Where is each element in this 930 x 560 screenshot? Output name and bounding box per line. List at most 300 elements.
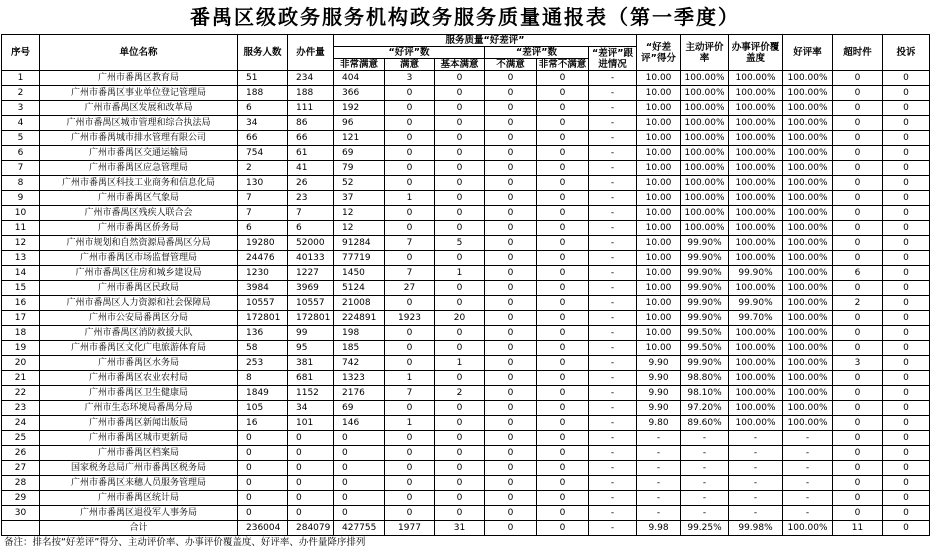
cell-overtime: 0 xyxy=(833,251,883,266)
cell-unsatisfied: 0 xyxy=(485,176,537,191)
cell-service-people: 10557 xyxy=(238,296,288,311)
cell-service-people: 0 xyxy=(238,506,288,521)
cell-active-rate: 99.90% xyxy=(681,281,729,296)
cell-very-unsatisfied: 0 xyxy=(537,281,589,296)
cell-very-satisfied: 1450 xyxy=(334,266,385,281)
cell-score: 9.90 xyxy=(637,356,681,371)
header-service-people: 服务人数 xyxy=(238,35,288,71)
cell-active-rate: 98.80% xyxy=(681,371,729,386)
cell-bad-followup: - xyxy=(589,116,637,131)
cell-overtime: 0 xyxy=(833,491,883,506)
table-body xyxy=(2,71,930,536)
header-overtime: 超时件 xyxy=(833,35,883,71)
cell-very-satisfied: 91284 xyxy=(334,236,385,251)
cell-service-people: 8 xyxy=(238,371,288,386)
cell-seq: 5 xyxy=(2,131,40,146)
cell-service-people: 7 xyxy=(238,206,288,221)
cell-very-unsatisfied: 0 xyxy=(537,401,589,416)
cell-overtime: 0 xyxy=(833,476,883,491)
table-row xyxy=(2,446,930,461)
cell-very-unsatisfied: 0 xyxy=(537,431,589,446)
table-row xyxy=(2,461,930,476)
cell-very-unsatisfied: 0 xyxy=(537,521,589,536)
cell-good-rate: 100.00% xyxy=(783,386,833,401)
cell-service-people: 6 xyxy=(238,101,288,116)
cell-service-people: 0 xyxy=(238,491,288,506)
cell-basic-satisfied: 0 xyxy=(435,326,485,341)
cell-overtime: 0 xyxy=(833,431,883,446)
cell-seq xyxy=(2,521,40,536)
cell-seq: 13 xyxy=(2,251,40,266)
cell-active-rate: 99.50% xyxy=(681,341,729,356)
cell-complaints: 0 xyxy=(883,191,930,206)
cell-coverage: 100.00% xyxy=(729,251,783,266)
cell-complaints: 0 xyxy=(883,281,930,296)
cell-service-people: 19280 xyxy=(238,236,288,251)
cell-complaints: 0 xyxy=(883,311,930,326)
cell-cases: 26 xyxy=(288,176,334,191)
cell-score: 9.80 xyxy=(637,416,681,431)
cell-good-rate: 100.00% xyxy=(783,116,833,131)
cell-cases: 172801 xyxy=(288,311,334,326)
cell-service-people: 6 xyxy=(238,221,288,236)
cell-unit-name: 广州市番禺区侨务局 xyxy=(40,221,238,236)
cell-unsatisfied: 0 xyxy=(485,101,537,116)
cell-bad-followup: - xyxy=(589,281,637,296)
cell-very-satisfied: 0 xyxy=(334,431,385,446)
cell-coverage: 100.00% xyxy=(729,146,783,161)
table-row xyxy=(2,266,930,281)
cell-score: 9.90 xyxy=(637,386,681,401)
cell-unsatisfied: 0 xyxy=(485,491,537,506)
cell-unit-name: 广州市番禺区民政局 xyxy=(40,281,238,296)
cell-good-rate: 100.00% xyxy=(783,521,833,536)
cell-seq: 20 xyxy=(2,356,40,371)
cell-bad-followup: - xyxy=(589,386,637,401)
cell-unsatisfied: 0 xyxy=(485,71,537,86)
cell-good-rate: 100.00% xyxy=(783,161,833,176)
cell-overtime: 0 xyxy=(833,311,883,326)
cell-unit-name: 合计 xyxy=(40,521,238,536)
cell-unit-name: 广州市番禺区应急管理局 xyxy=(40,161,238,176)
cell-active-rate: 99.90% xyxy=(681,296,729,311)
cell-bad-followup: - xyxy=(589,506,637,521)
cell-coverage: 99.98% xyxy=(729,521,783,536)
cell-unit-name: 广州市番禺区退役军人事务局 xyxy=(40,506,238,521)
cell-seq: 7 xyxy=(2,161,40,176)
cell-score: - xyxy=(637,461,681,476)
cell-good-rate: 100.00% xyxy=(783,356,833,371)
cell-bad-followup: - xyxy=(589,491,637,506)
cell-seq: 8 xyxy=(2,176,40,191)
header-quality: 服务质量“好差评” xyxy=(334,35,637,47)
cell-service-people: 51 xyxy=(238,71,288,86)
cell-score: 10.00 xyxy=(637,191,681,206)
cell-cases: 284079 xyxy=(288,521,334,536)
cell-seq: 22 xyxy=(2,386,40,401)
cell-unsatisfied: 0 xyxy=(485,191,537,206)
cell-bad-followup: - xyxy=(589,446,637,461)
cell-bad-followup: - xyxy=(589,131,637,146)
cell-coverage: - xyxy=(729,446,783,461)
cell-unit-name: 广州市番禺区统计局 xyxy=(40,491,238,506)
cell-bad-followup: - xyxy=(589,311,637,326)
cell-satisfied: 0 xyxy=(385,476,435,491)
header-bad-followup: “差评”跟进情况 xyxy=(589,47,637,71)
cell-complaints: 0 xyxy=(883,296,930,311)
table-row xyxy=(2,161,930,176)
cell-very-satisfied: 77719 xyxy=(334,251,385,266)
cell-service-people: 3984 xyxy=(238,281,288,296)
cell-satisfied: 0 xyxy=(385,146,435,161)
cell-bad-followup: - xyxy=(589,221,637,236)
cell-coverage: 100.00% xyxy=(729,191,783,206)
cell-very-satisfied: 69 xyxy=(334,146,385,161)
table-row xyxy=(2,341,930,356)
cell-very-unsatisfied: 0 xyxy=(537,461,589,476)
cell-score: 9.98 xyxy=(637,521,681,536)
cell-complaints: 0 xyxy=(883,236,930,251)
table-row xyxy=(2,506,930,521)
cell-complaints: 0 xyxy=(883,506,930,521)
cell-very-satisfied: 0 xyxy=(334,461,385,476)
cell-unsatisfied: 0 xyxy=(485,326,537,341)
cell-complaints: 0 xyxy=(883,266,930,281)
cell-score: - xyxy=(637,491,681,506)
cell-overtime: 2 xyxy=(833,296,883,311)
cell-service-people: 172801 xyxy=(238,311,288,326)
cell-satisfied: 1 xyxy=(385,191,435,206)
cell-active-rate: - xyxy=(681,506,729,521)
cell-unit-name: 广州市生态环境局番禺分局 xyxy=(40,401,238,416)
cell-basic-satisfied: 0 xyxy=(435,461,485,476)
cell-score: 9.90 xyxy=(637,401,681,416)
cell-bad-followup: - xyxy=(589,146,637,161)
cell-score: - xyxy=(637,431,681,446)
table-row xyxy=(2,86,930,101)
cell-active-rate: 99.90% xyxy=(681,266,729,281)
cell-very-satisfied: 742 xyxy=(334,356,385,371)
cell-complaints: 0 xyxy=(883,521,930,536)
cell-basic-satisfied: 0 xyxy=(435,506,485,521)
cell-service-people: 66 xyxy=(238,131,288,146)
table-row xyxy=(2,281,930,296)
cell-bad-followup: - xyxy=(589,176,637,191)
cell-unsatisfied: 0 xyxy=(485,236,537,251)
cell-satisfied: 0 xyxy=(385,296,435,311)
cell-very-satisfied: 12 xyxy=(334,206,385,221)
cell-complaints: 0 xyxy=(883,401,930,416)
cell-overtime: 0 xyxy=(833,161,883,176)
cell-basic-satisfied: 1 xyxy=(435,266,485,281)
cell-very-unsatisfied: 0 xyxy=(537,161,589,176)
header-good-group: “好评”数 xyxy=(334,47,485,59)
cell-satisfied: 0 xyxy=(385,326,435,341)
cell-very-unsatisfied: 0 xyxy=(537,236,589,251)
cell-score: - xyxy=(637,506,681,521)
cell-seq: 27 xyxy=(2,461,40,476)
cell-active-rate: 99.90% xyxy=(681,356,729,371)
cell-coverage: 99.90% xyxy=(729,296,783,311)
cell-bad-followup: - xyxy=(589,296,637,311)
table-row xyxy=(2,251,930,266)
cell-seq: 17 xyxy=(2,311,40,326)
cell-coverage: 100.00% xyxy=(729,416,783,431)
cell-good-rate: 100.00% xyxy=(783,101,833,116)
cell-satisfied: 0 xyxy=(385,176,435,191)
cell-coverage: 100.00% xyxy=(729,206,783,221)
cell-overtime: 0 xyxy=(833,146,883,161)
cell-bad-followup: - xyxy=(589,236,637,251)
cell-satisfied: 1 xyxy=(385,416,435,431)
cell-very-satisfied: 366 xyxy=(334,86,385,101)
cell-seq: 16 xyxy=(2,296,40,311)
cell-basic-satisfied: 0 xyxy=(435,116,485,131)
header-very-satisfied: 非常满意 xyxy=(334,59,385,71)
cell-very-unsatisfied: 0 xyxy=(537,116,589,131)
cell-score: 10.00 xyxy=(637,251,681,266)
cell-complaints: 0 xyxy=(883,386,930,401)
cell-overtime: 0 xyxy=(833,116,883,131)
cell-score: 10.00 xyxy=(637,101,681,116)
cell-complaints: 0 xyxy=(883,221,930,236)
cell-very-unsatisfied: 0 xyxy=(537,356,589,371)
cell-very-satisfied: 69 xyxy=(334,401,385,416)
cell-overtime: 0 xyxy=(833,191,883,206)
cell-overtime: 0 xyxy=(833,176,883,191)
cell-bad-followup: - xyxy=(589,521,637,536)
cell-good-rate: 100.00% xyxy=(783,236,833,251)
cell-unsatisfied: 0 xyxy=(485,86,537,101)
cell-unit-name: 广州市番禺区档案局 xyxy=(40,446,238,461)
cell-very-unsatisfied: 0 xyxy=(537,371,589,386)
cell-seq: 29 xyxy=(2,491,40,506)
cell-unsatisfied: 0 xyxy=(485,221,537,236)
cell-bad-followup: - xyxy=(589,326,637,341)
cell-coverage: 100.00% xyxy=(729,341,783,356)
cell-basic-satisfied: 0 xyxy=(435,371,485,386)
cell-seq: 11 xyxy=(2,221,40,236)
cell-complaints: 0 xyxy=(883,116,930,131)
cell-cases: 188 xyxy=(288,86,334,101)
cell-unit-name: 广州市番禺区交通运输局 xyxy=(40,146,238,161)
cell-service-people: 0 xyxy=(238,461,288,476)
cell-cases: 1152 xyxy=(288,386,334,401)
cell-cases: 86 xyxy=(288,116,334,131)
cell-active-rate: 100.00% xyxy=(681,206,729,221)
cell-good-rate: 100.00% xyxy=(783,176,833,191)
total-row xyxy=(2,521,930,536)
cell-score: 10.00 xyxy=(637,221,681,236)
cell-service-people: 34 xyxy=(238,116,288,131)
cell-satisfied: 0 xyxy=(385,86,435,101)
cell-complaints: 0 xyxy=(883,431,930,446)
cell-good-rate: 100.00% xyxy=(783,251,833,266)
cell-service-people: 1230 xyxy=(238,266,288,281)
cell-service-people: 1849 xyxy=(238,386,288,401)
cell-active-rate: 100.00% xyxy=(681,176,729,191)
cell-unsatisfied: 0 xyxy=(485,161,537,176)
cell-unit-name: 广州市番禺区文化广电旅游体育局 xyxy=(40,341,238,356)
cell-complaints: 0 xyxy=(883,371,930,386)
cell-active-rate: 97.20% xyxy=(681,401,729,416)
header-complaints: 投诉 xyxy=(883,35,930,71)
cell-unsatisfied: 0 xyxy=(485,431,537,446)
cell-very-unsatisfied: 0 xyxy=(537,491,589,506)
cell-good-rate: 100.00% xyxy=(783,371,833,386)
cell-very-unsatisfied: 0 xyxy=(537,311,589,326)
cell-coverage: - xyxy=(729,461,783,476)
cell-overtime: 0 xyxy=(833,236,883,251)
cell-unit-name: 广州市番禺区气象局 xyxy=(40,191,238,206)
cell-overtime: 0 xyxy=(833,446,883,461)
cell-active-rate: - xyxy=(681,491,729,506)
cell-complaints: 0 xyxy=(883,101,930,116)
cell-very-unsatisfied: 0 xyxy=(537,266,589,281)
cell-good-rate: 100.00% xyxy=(783,266,833,281)
cell-basic-satisfied: 0 xyxy=(435,296,485,311)
cell-basic-satisfied: 0 xyxy=(435,491,485,506)
cell-basic-satisfied: 0 xyxy=(435,416,485,431)
cell-bad-followup: - xyxy=(589,191,637,206)
cell-unsatisfied: 0 xyxy=(485,461,537,476)
cell-satisfied: 0 xyxy=(385,491,435,506)
cell-very-satisfied: 37 xyxy=(334,191,385,206)
cell-complaints: 0 xyxy=(883,356,930,371)
table-row xyxy=(2,191,930,206)
cell-good-rate: 100.00% xyxy=(783,326,833,341)
cell-cases: 40133 xyxy=(288,251,334,266)
cell-service-people: 58 xyxy=(238,341,288,356)
cell-seq: 24 xyxy=(2,416,40,431)
header-bad-group: “差评”数 xyxy=(485,47,589,59)
cell-service-people: 754 xyxy=(238,146,288,161)
cell-active-rate: 100.00% xyxy=(681,86,729,101)
cell-unit-name: 广州市番禺区残疾人联合会 xyxy=(40,206,238,221)
header-seq: 序号 xyxy=(2,35,40,71)
cell-coverage: 100.00% xyxy=(729,101,783,116)
cell-good-rate: 100.00% xyxy=(783,311,833,326)
cell-score: 10.00 xyxy=(637,86,681,101)
cell-overtime: 11 xyxy=(833,521,883,536)
cell-cases: 61 xyxy=(288,146,334,161)
cell-cases: 0 xyxy=(288,446,334,461)
cell-active-rate: 100.00% xyxy=(681,146,729,161)
cell-very-unsatisfied: 0 xyxy=(537,416,589,431)
cell-unit-name: 广州市公安局番禺区分局 xyxy=(40,311,238,326)
cell-service-people: 0 xyxy=(238,446,288,461)
cell-cases: 1227 xyxy=(288,266,334,281)
cell-complaints: 0 xyxy=(883,206,930,221)
cell-cases: 41 xyxy=(288,161,334,176)
cell-seq: 14 xyxy=(2,266,40,281)
cell-complaints: 0 xyxy=(883,476,930,491)
cell-good-rate: - xyxy=(783,476,833,491)
header-satisfied: 满意 xyxy=(385,59,435,71)
cell-bad-followup: - xyxy=(589,86,637,101)
cell-bad-followup: - xyxy=(589,206,637,221)
cell-bad-followup: - xyxy=(589,431,637,446)
cell-score: 10.00 xyxy=(637,131,681,146)
cell-bad-followup: - xyxy=(589,416,637,431)
table-row xyxy=(2,101,930,116)
cell-unsatisfied: 0 xyxy=(485,296,537,311)
cell-cases: 7 xyxy=(288,206,334,221)
cell-score: 10.00 xyxy=(637,176,681,191)
cell-unsatisfied: 0 xyxy=(485,356,537,371)
cell-unit-name: 广州市番禺区住房和城乡建设局 xyxy=(40,266,238,281)
cell-good-rate: - xyxy=(783,461,833,476)
cell-unit-name: 广州市番禺区来穗人员服务管理局 xyxy=(40,476,238,491)
cell-score: 10.00 xyxy=(637,311,681,326)
header-score: “好差评”得分 xyxy=(637,35,681,71)
cell-overtime: 6 xyxy=(833,266,883,281)
cell-complaints: 0 xyxy=(883,461,930,476)
table-row xyxy=(2,386,930,401)
cell-satisfied: 1923 xyxy=(385,311,435,326)
cell-coverage: 99.90% xyxy=(729,266,783,281)
cell-unit-name: 广州市番禺区水务局 xyxy=(40,356,238,371)
cell-overtime: 0 xyxy=(833,221,883,236)
cell-complaints: 0 xyxy=(883,491,930,506)
cell-seq: 4 xyxy=(2,116,40,131)
cell-complaints: 0 xyxy=(883,71,930,86)
cell-satisfied: 0 xyxy=(385,116,435,131)
cell-unit-name: 广州市番禺区城市更新局 xyxy=(40,431,238,446)
cell-very-satisfied: 0 xyxy=(334,476,385,491)
cell-score: 10.00 xyxy=(637,296,681,311)
cell-complaints: 0 xyxy=(883,416,930,431)
cell-very-satisfied: 121 xyxy=(334,131,385,146)
cell-cases: 10557 xyxy=(288,296,334,311)
cell-active-rate: 99.90% xyxy=(681,251,729,266)
cell-coverage: 100.00% xyxy=(729,401,783,416)
cell-complaints: 0 xyxy=(883,131,930,146)
cell-active-rate: 89.60% xyxy=(681,416,729,431)
cell-cases: 23 xyxy=(288,191,334,206)
cell-satisfied: 0 xyxy=(385,341,435,356)
cell-bad-followup: - xyxy=(589,401,637,416)
cell-unit-name: 国家税务总局广州市番禺区税务局 xyxy=(40,461,238,476)
table-row xyxy=(2,206,930,221)
cell-good-rate: - xyxy=(783,506,833,521)
table-row xyxy=(2,296,930,311)
cell-active-rate: - xyxy=(681,476,729,491)
cell-coverage: 100.00% xyxy=(729,131,783,146)
cell-good-rate: 100.00% xyxy=(783,221,833,236)
cell-satisfied: 0 xyxy=(385,251,435,266)
cell-cases: 0 xyxy=(288,461,334,476)
cell-cases: 0 xyxy=(288,431,334,446)
header-basic-satisfied: 基本满意 xyxy=(435,59,485,71)
cell-seq: 23 xyxy=(2,401,40,416)
cell-satisfied: 1 xyxy=(385,371,435,386)
cell-unit-name: 广州市番禺区卫生健康局 xyxy=(40,386,238,401)
cell-very-unsatisfied: 0 xyxy=(537,176,589,191)
cell-very-unsatisfied: 0 xyxy=(537,206,589,221)
cell-complaints: 0 xyxy=(883,341,930,356)
cell-score: 10.00 xyxy=(637,116,681,131)
cell-seq: 10 xyxy=(2,206,40,221)
cell-basic-satisfied: 0 xyxy=(435,176,485,191)
cell-good-rate: 100.00% xyxy=(783,206,833,221)
cell-unsatisfied: 0 xyxy=(485,446,537,461)
cell-active-rate: - xyxy=(681,461,729,476)
cell-basic-satisfied: 0 xyxy=(435,101,485,116)
cell-seq: 18 xyxy=(2,326,40,341)
cell-active-rate: - xyxy=(681,446,729,461)
cell-cases: 66 xyxy=(288,131,334,146)
